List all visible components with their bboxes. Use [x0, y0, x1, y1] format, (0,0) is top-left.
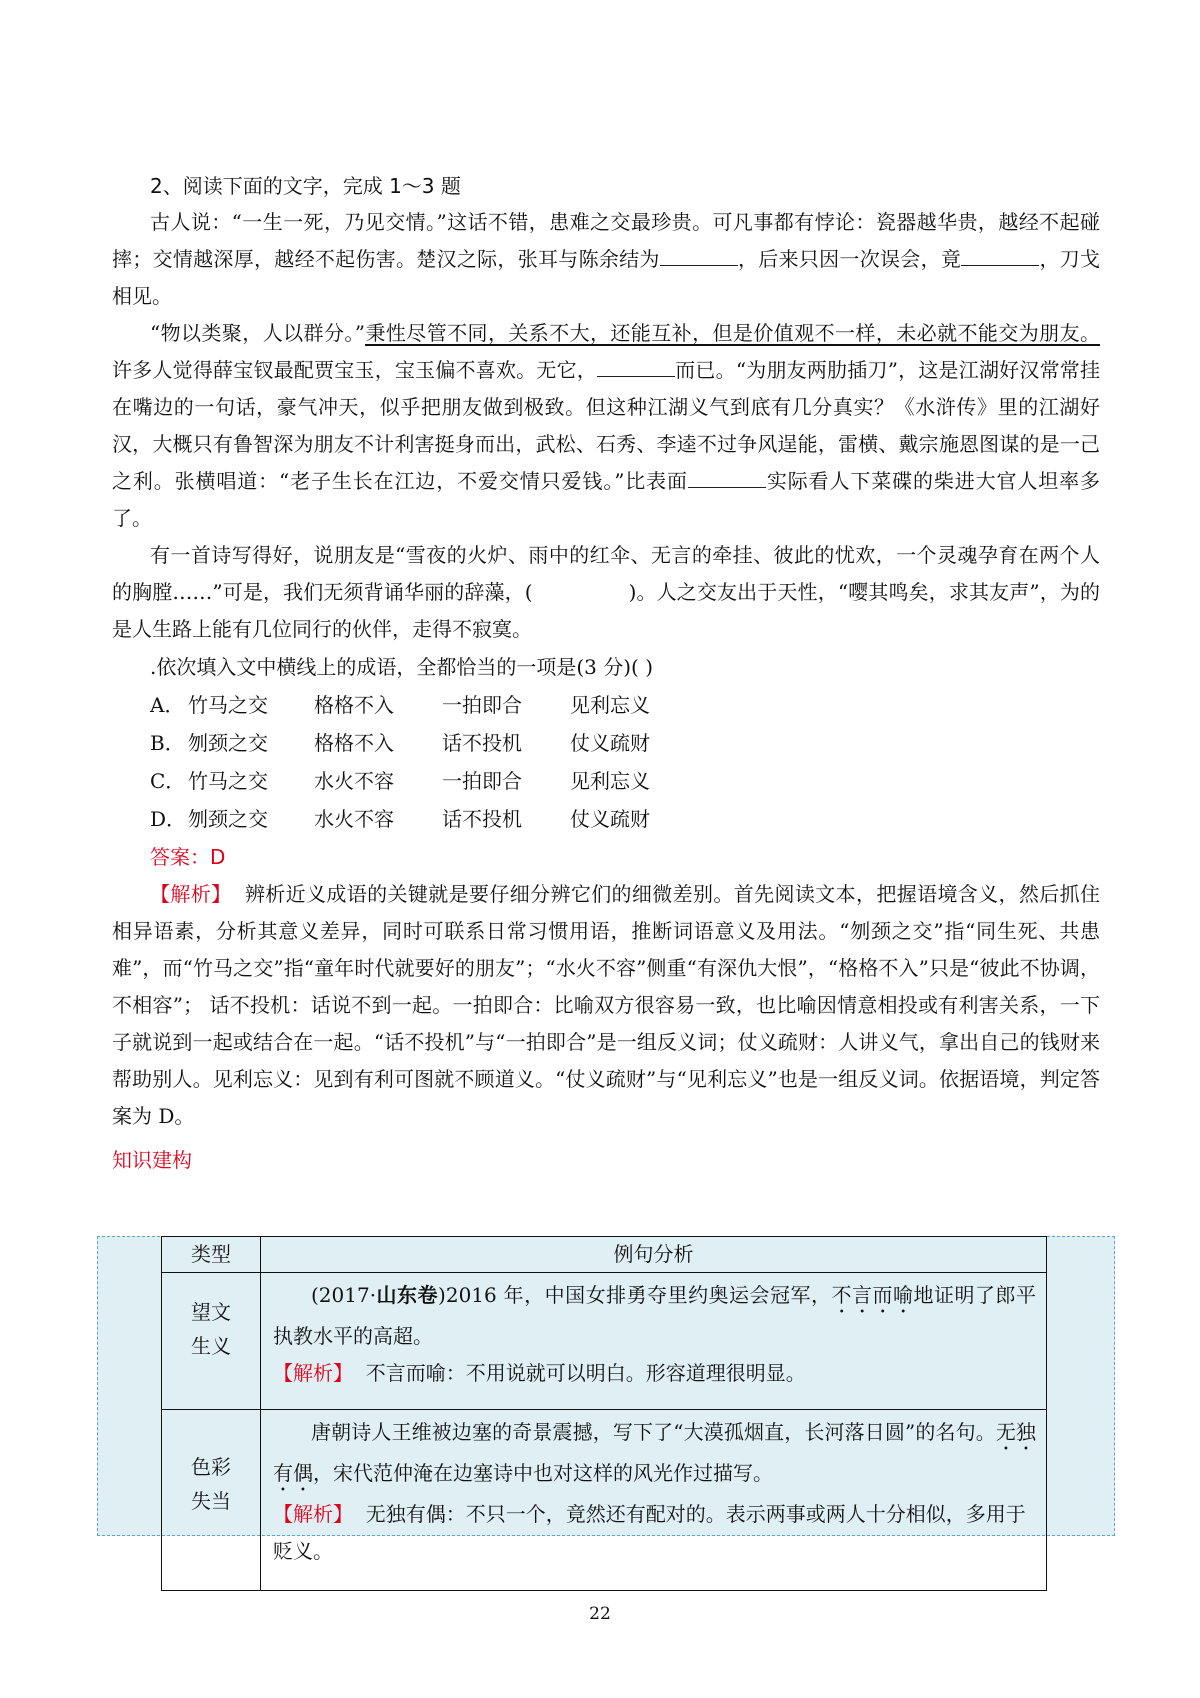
example-sentence — [273, 1277, 1036, 1355]
option-item: 仗义疏财 — [570, 731, 650, 755]
example-cell — [261, 1273, 1047, 1410]
option-item: 刎颈之交 — [188, 731, 268, 755]
option-item: 格格不入 — [314, 693, 394, 717]
type-label: 望文 — [191, 1300, 231, 1324]
type-label: 生义 — [191, 1334, 231, 1358]
knowledge-table-panel — [97, 1236, 1115, 1563]
type-label: 失当 — [191, 1489, 231, 1513]
option-key: B． — [150, 731, 185, 755]
option-item: 见利忘义 — [570, 693, 650, 717]
text-run: 地证明了郎平执教水平的高超。 — [273, 1283, 1037, 1348]
example-analysis — [273, 1496, 1036, 1570]
dotted-idiom: 不言而喻 — [831, 1283, 914, 1307]
example-sentence — [273, 1414, 1036, 1496]
text-run: 实际看人下菜碟的柴进大官人坦率多了。 — [112, 469, 1100, 530]
text-run: 许多人觉得薛宝钗最配贾宝玉，宝玉偏不喜欢。无它， — [112, 358, 597, 382]
text-run: 有一首诗写得好，说朋友是“雪夜的火炉、雨中的红伞、无言的牵挂、彼此的忧欢，一个灵魂孕育在两个人的胸膛……”可是，我们无须背诵华丽的辞藻，( — [112, 543, 1100, 604]
text-run: ，后来只因一次误会，竟 — [737, 247, 962, 271]
text-run: ，宋代范仲淹在边塞诗中也对这样的风光作过描写。 — [313, 1461, 773, 1485]
text-run: )。人之交友出于天性，“嘤其鸣矣，求其友声”，为的是人生路上能有几位同行的伙伴，走得不寂寞。 — [112, 580, 1100, 641]
option-item: 话不投机 — [442, 807, 522, 831]
option-key: A． — [150, 693, 185, 717]
header-example: 例句分析 — [261, 1237, 1047, 1273]
blank-line — [961, 247, 1039, 266]
blank-line — [688, 469, 766, 488]
source-name: 山东卷 — [376, 1283, 439, 1307]
text-run: )2016 年，中国女排勇夺里约奥运会冠军， — [438, 1283, 832, 1307]
table-header-row — [162, 1237, 1047, 1273]
option-item: 一拍即合 — [442, 769, 522, 793]
option-item: 水火不容 — [314, 807, 394, 831]
passage-paragraph-2 — [112, 315, 1100, 537]
text-run: ，刀戈相见。 — [112, 247, 1101, 308]
type-cell — [162, 1410, 261, 1591]
type-cell — [162, 1273, 261, 1410]
option-item: 竹马之交 — [188, 769, 268, 793]
option-key: D． — [150, 807, 187, 831]
underlined-sentence: 秉性尽管不同，关系不大，还能互补，但是价值观不一样，未必就不能交为朋友。 — [365, 321, 1101, 345]
option-item: 仗义疏财 — [570, 807, 650, 831]
option-key: C． — [150, 769, 186, 793]
page-number: 22 — [589, 1604, 611, 1624]
analysis-label: 【解析】 — [273, 1361, 353, 1385]
question-stem: .依次填入文中横线上的成语，全都恰当的一项是(3 分)( ) — [150, 655, 654, 679]
blank-line — [660, 247, 738, 266]
passage-paragraph-1 — [112, 204, 1100, 315]
option-d — [150, 800, 1100, 838]
option-c — [150, 762, 1100, 800]
dotted-idiom: 无独有偶 — [273, 1420, 1037, 1485]
answer-line: 答案：D — [150, 845, 226, 869]
option-b — [150, 724, 1100, 762]
analysis-label: 【解析】 — [273, 1502, 353, 1526]
analysis-text: 无独有偶：不只一个，竟然还有配对的。表示两事或两人十分相似，多用于贬义。 — [273, 1502, 1026, 1563]
table-row — [162, 1273, 1047, 1410]
section-title: 知识建构 — [112, 1148, 192, 1172]
text-run: “物以类聚，人以群分。” — [150, 321, 366, 345]
option-item: 刎颈之交 — [188, 807, 268, 831]
blank-line — [597, 358, 675, 377]
header-type: 类型 — [162, 1237, 261, 1273]
option-item: 竹马之交 — [188, 693, 268, 717]
option-item: 格格不入 — [314, 731, 394, 755]
text-run: 而已。“为朋友两肋插刀”，这是江湖好汉常常挂在嘴边的一句话，豪气冲天，似乎把朋友做到极致。但这种江湖义气到底有几分真实？《水浒传》里的江湖好汉，大概只有鲁智深为朋友不计利害挺身而出，武松、石秀、李逵不过争风逞能，雷横、戴宗施恩图谋的是一己之利。张横唱道：“老子生长在江边，不爱交情只爱钱。”比表面 — [112, 358, 1100, 493]
table-row — [162, 1410, 1047, 1591]
option-item: 话不投机 — [442, 731, 522, 755]
analysis-paragraph — [112, 876, 1100, 1135]
type-label: 色彩 — [191, 1455, 231, 1479]
passage-paragraph-3 — [112, 537, 1100, 648]
analysis-label: 【解析】 — [150, 882, 232, 906]
option-item: 一拍即合 — [442, 693, 522, 717]
analysis-text: 辨析近义成语的关键就是要仔细分辨它们的细微差别。首先阅读文本，把握语境含义，然后抓住相异语素，分析其意义差异，同时可联系日常习惯用语，推断词语意义及用法。“刎颈之交”指“同生死、共患难”，而“竹马之交”指“童年时代就要好的朋友”；“水火不容”侧重“有深仇大恨”，“格格不入”只是“彼此不协调，不相容”； 话不投机：话说不到一起。一拍即合：比喻双方很容易一致，也比喻因情意相投或有利害关系，一下子就说到一起或结合在一起。“话不投机”与“一拍即合”是一组反义词；仗义疏财：人讲义气，拿出自己的钱财来帮助别人。见利忘义：见到有利可图就不顾道义。“仗义疏财”与“见利忘义”也是一组反义词。依据语境，判定答案为 D。 — [112, 882, 1101, 1128]
option-item: 水火不容 — [314, 769, 394, 793]
option-a — [150, 686, 1100, 724]
example-analysis — [273, 1355, 1036, 1392]
option-item: 见利忘义 — [570, 769, 650, 793]
analysis-text: 不言而喻：不用说就可以明白。形容道理很明显。 — [365, 1361, 806, 1385]
content-area — [112, 168, 1100, 1179]
text-run: (2017· — [311, 1283, 377, 1307]
example-cell — [261, 1410, 1047, 1591]
question-heading: 2、阅读下面的文字，完成 1～3 题 — [150, 174, 461, 198]
text-run: 古人说：“一生一死，乃见交情。”这话不错，患难之交最珍贵。可凡事都有悖论：瓷器越华贵，越经不起碰摔；交情越深厚，越经不起伤害。楚汉之际，张耳与陈余结为 — [112, 210, 1100, 271]
knowledge-table — [161, 1236, 1047, 1591]
text-run: 唐朝诗人王维被边塞的奇景震撼，写下了“大漠孤烟直，长河落日圆”的名句。 — [311, 1420, 996, 1444]
